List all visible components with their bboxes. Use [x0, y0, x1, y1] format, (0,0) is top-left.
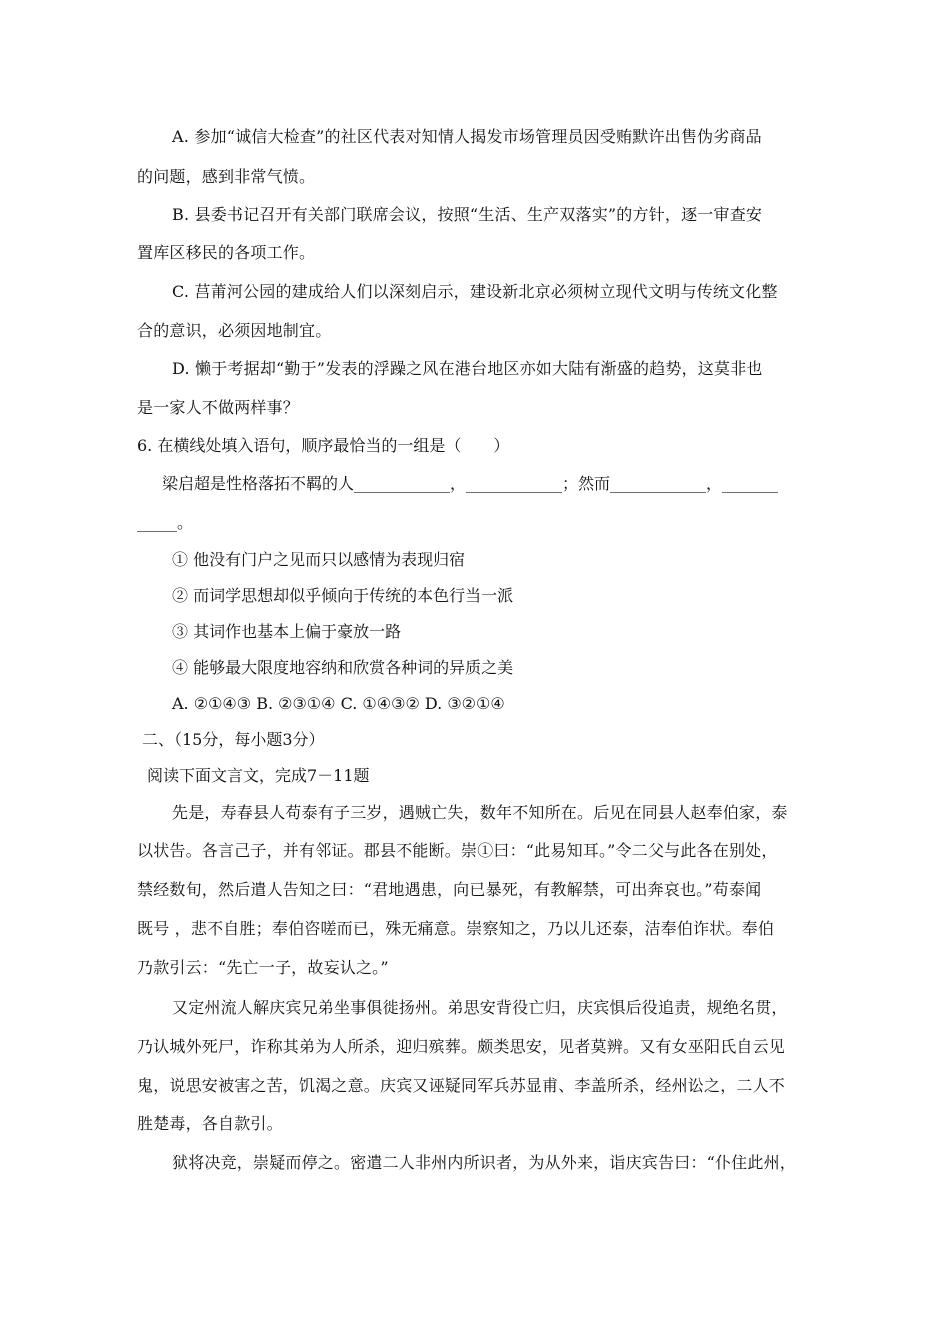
q6-passage-line1: 梁启超是性格落拓不羁的人____________，____________；然而____________，_______: [162, 474, 779, 493]
passage-p3-line1: 狱将决竞，崇疑而停之。密遣二人非州内所识者，为从外来，诣庆宾告曰：“仆住此州，: [172, 1153, 796, 1172]
passage-p2-line2: 乃认城外死尸，诈称其弟为人所杀，迎归殡葬。颇类思安，见者莫辨。又有女巫阳氏自云见: [137, 1037, 786, 1056]
section-instruction: 阅读下面文言文，完成7－11题: [147, 766, 370, 785]
q6-choices: A. ②①④③ B. ②③①④ C. ①④③② D. ③②①④: [172, 694, 505, 713]
passage-p1-line5: 乃款引云：“先亡一子，故妄认之。”: [137, 958, 389, 977]
passage-p1-line1: 先是，寿春县人苟泰有子三岁，遇贼亡失，数年不知所在。后见在同县人赵奉伯家，泰: [172, 803, 788, 822]
q6-stem: 6. 在横线处填入语句，顺序最恰当的一组是（ ）: [137, 436, 510, 455]
passage-p1-line2: 以状告。各言己子，并有邻证。郡县不能断。崇①曰：“此易知耳。”令二父与此各在别处，: [137, 841, 778, 860]
passage-p2-line4: 胜楚毒，各自款引。: [137, 1114, 283, 1133]
q5-option-d-line1: D. 懒于考据却“勤于”发表的浮躁之风在港台地区亦如大陆有渐盛的趋势，这莫非也: [172, 359, 763, 378]
passage-p1-line3: 禁经数旬，然后遣人告知之曰：“君地遇患，向已暴死，有教解禁，可出奔哀也。”苟泰闻: [137, 880, 762, 899]
q6-item-1: ① 他没有门户之见而只以感情为表现归宿: [172, 550, 466, 569]
q6-item-3: ③ 其词作也基本上偏于豪放一路: [172, 622, 402, 641]
q5-option-b-line2: 置库区移民的各项工作。: [137, 243, 316, 262]
q6-passage-line2: _____。: [137, 513, 194, 532]
q5-option-b-line1: B. 县委书记召开有关部门联席会议，按照“生活、生产双落实”的方针，逐一审查安: [172, 205, 763, 224]
section-heading: 二、（15分，每小题3分）: [142, 730, 325, 749]
q5-option-a-line2: 的问题，感到非常气愤。: [137, 167, 316, 186]
q5-option-a-line1: A. 参加“诚信大检查”的社区代表对知情人揭发市场管理员因受贿默许出售伪劣商品: [172, 127, 762, 146]
q6-item-2: ② 而词学思想却似乎倾向于传统的本色行当一派: [172, 586, 514, 605]
q5-option-d-line2: 是一家人不做两样事？: [137, 398, 300, 417]
passage-p2-line3: 鬼，说思安被害之苦，饥渴之意。庆宾又诬疑同军兵苏显甫、李盖所杀，经州讼之，二人不: [137, 1076, 786, 1095]
passage-p1-line4: 既号 ，悲不自胜；奉伯咨嗟而已，殊无痛意。崇察知之，乃以儿还泰，洁奉伯诈状。奉伯: [137, 919, 775, 938]
q6-item-4: ④ 能够最大限度地容纳和欣赏各种词的异质之美: [172, 658, 514, 677]
passage-p2-line1: 又定州流人解庆宾兄弟坐事俱徙扬州。弟思安背役亡归，庆宾惧后役追责，规绝名贯，: [172, 998, 788, 1017]
q5-option-c-line2: 合的意识，必须因地制宜。: [137, 321, 332, 340]
q5-option-c-line1: C. 莒莆河公园的建成给人们以深刻启示，建设新北京必须树立现代文明与传统文化整: [172, 282, 778, 301]
